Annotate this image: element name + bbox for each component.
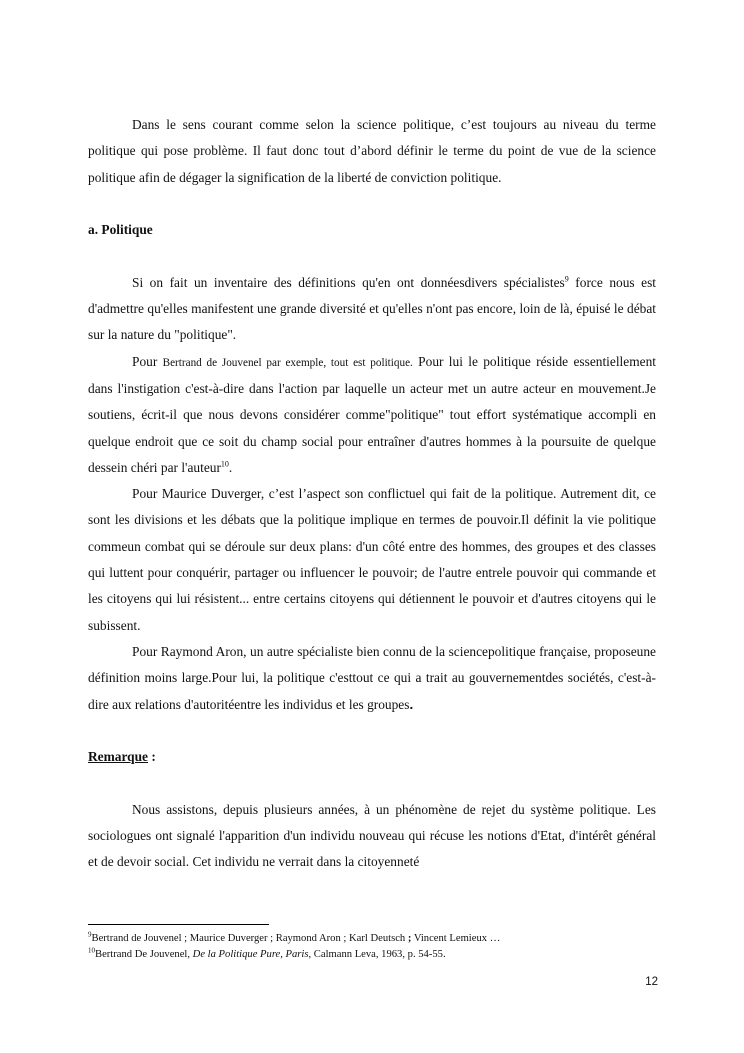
paragraph-duverger: Pour Maurice Duverger, c’est l’aspect son conflictuel qui fait de la politique. Autrement dit, ce sont les divisions et les débats que la politique implique en termes de pouvoir.Il définit la vie politique commeun combat qui se déroule sur deux plans: d'un côté entre des hommes, des groupes et des classes qui luttent pour conquérir, partager ou influencer le pouvoir; de l'autre entrele pouvoir qui commande et les citoyens qui lui résistent... entre certains citoyens qui détiennent le pouvoir et d'autres citoyens qui le subissent. [88,486,656,633]
paragraph-text: Pour Raymond Aron, un autre spécialiste bien connu de la sciencepolitique française, proposeune définition moins large.Pour lui, la politique c'esttout ce qui a trait au gouvernementdes sociétés, c'est-à-dire aux relations d'autoritéentre les individus et les groupes [88,643,656,712]
remarque-heading [88,744,656,770]
footnote-text: Bertrand De Jouvenel, [95,948,193,960]
paragraph-text: . [409,696,414,712]
footnote-number: 10 [88,945,95,954]
paragraph-remarque: Nous assistons, depuis plusieurs années, à un phénomène de rejet du système politique. Les sociologues ont signalé l'apparition d'un individu nouveau qui récuse les notions d'Etat, d'intérêt général et de devoir social. Cet individu ne verrait dans la citoyenneté [88,801,656,870]
paragraph-jouvenel [88,349,656,481]
footnotes [88,931,656,962]
footnote-9 [88,931,656,947]
spacer [88,191,656,217]
paragraph-text: Pour lui le politique réside essentiellement dans l'instigation c'est-à-dire dans l'action par laquelle un acteur met un autre acteur en mouvement.Je soutiens, écrit-il que nous devons considérer comme"politique" tout effort systématique accompli en quelque endroit que ce soit du champ social pour entraîner d'autres hommes à la poursuite de quelque dessein chéri par l'auteur [88,353,656,475]
footnote-ref-9[interactable]: 9 [564,274,569,284]
paragraph-text: . [228,459,233,475]
paragraph-small-text: Bertrand de Jouvenel par exemple, tout est politique. [162,356,413,369]
paragraph-text: Pour [132,353,163,369]
footnote-10 [88,947,656,963]
footnote-ref-10[interactable]: 10 [220,459,229,469]
page-number: 12 [645,976,658,988]
footnote-separator [88,924,269,925]
paragraph-aron [88,639,656,718]
remarque-label: Remarque [88,749,149,765]
document-body [88,112,656,876]
spacer [88,718,656,744]
footnote-title: De la Politique Pure, Paris, [192,948,312,960]
footnote-text: ; [407,933,412,944]
paragraph-text: Si on fait un inventaire des définitions qu'en ont donnéesdivers spécialistes [132,274,565,290]
spacer [88,770,656,796]
footnote-text: Vincent Lemieux … [411,933,501,944]
footnote-text: Calmann Leva, 1963, p. 54-55. [311,948,446,960]
remarque-colon: : [148,749,156,765]
footnote-text: Bertrand de Jouvenel ; Maurice Duverger ; Raymond Aron ; Karl Deutsch [91,933,408,944]
spacer [88,243,656,269]
paragraph-inventory [88,270,656,349]
intro-paragraph: Dans le sens courant comme selon la science politique, c’est toujours au niveau du terme politique qui pose problème. Il faut donc tout d’abord définir le terme du point de vue de la science politique afin de dégager la signification de la liberté de conviction politique. [88,117,656,185]
footnote-number: 9 [88,930,92,939]
paragraph-text: force nous est d'admettre qu'elles manifestent une grande diversité et qu'elles n'ont pas encore, loin de là, épuisé le débat sur la nature du "politique". [88,274,657,343]
section-heading: a. Politique [88,222,153,238]
